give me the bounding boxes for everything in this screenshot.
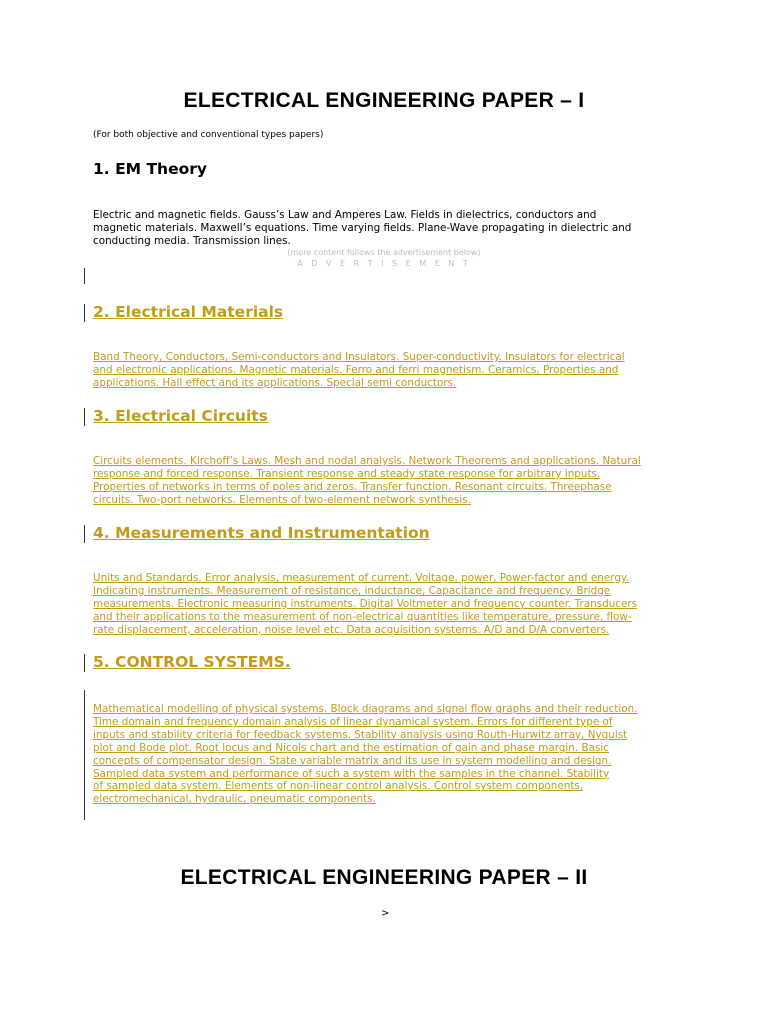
section-line[interactable]: and electronic applications. Magnetic materials. Ferro and ferri magnetism. Ceramics, Properties and <box>93 363 619 376</box>
section-line[interactable]: Time domain and frequency domain analysis of linear dynamical system. Errors for different type of <box>93 715 613 728</box>
section-heading-control-systems[interactable]: 5. CONTROL SYSTEMS. <box>93 653 291 671</box>
ad-caption: (more content follows the advertisement below) <box>287 248 481 257</box>
section-heading-measurements[interactable]: 4. Measurements and Instrumentation <box>93 524 430 542</box>
trailing-mark: > <box>381 908 390 919</box>
section-body-electrical-materials[interactable] <box>93 351 683 390</box>
section-line[interactable]: Sampled data system and performance of such a system with the samples in the channel. Stability <box>93 767 610 780</box>
section-line[interactable]: Circuits elements. Kirchoff’s Laws. Mesh and nodal analysis. Network Theorems and applications. Natural <box>93 455 641 467</box>
section-heading-electrical-circuits[interactable]: 3. Electrical Circuits <box>93 407 268 425</box>
section-line[interactable]: Units and Standards. Error analysis, measurement of current, Voltage, power, Power-factor and energy. <box>93 572 629 584</box>
margin-bar <box>84 690 85 820</box>
paper-subtitle: (For both objective and conventional types papers) <box>93 130 324 140</box>
margin-bar <box>84 525 85 543</box>
section-line: magnetic materials. Maxwell’s equations. Time varying fields. Plane-Wave propagating in dielectric and <box>93 221 632 234</box>
section-line[interactable]: plot and Bode plot. Root locus and Nicols chart and the estimation of gain and phase margin. Basic <box>93 741 609 754</box>
section-line[interactable]: electromechanical, hydraulic, pneumatic components. <box>93 793 376 806</box>
paper-1-title: ELECTRICAL ENGINEERING PAPER – I <box>183 89 585 112</box>
section-line[interactable]: of sampled data system. Elements of non-linear control analysis. Control system components, <box>93 780 584 793</box>
section-line[interactable]: measurements. Electronic measuring instruments. Digital Voltmeter and frequency counter. Transducers <box>93 597 638 610</box>
section-heading-em-theory: 1. EM Theory <box>93 160 207 178</box>
section-heading-electrical-materials[interactable]: 2. Electrical Materials <box>93 303 284 321</box>
section-line[interactable]: and their applications to the measurement of non-electrical quantities like temperature, pressure, flow- <box>93 610 632 623</box>
margin-bar <box>84 268 85 284</box>
section-line[interactable]: Band Theory, Conductors, Semi-conductors and Insulators. Super-conductivity. Insulators for electrical <box>93 351 625 363</box>
section-line[interactable]: Indicating instruments. Measurement of resistance, inductance, Capacitance and frequency. Bridge <box>93 584 611 597</box>
ad-label: A D V E R T I S E M E N T <box>297 259 471 268</box>
section-body-electrical-circuits[interactable] <box>93 455 683 507</box>
section-line: conducting media. Transmission lines. <box>93 234 291 247</box>
margin-bar <box>84 408 85 426</box>
section-line[interactable]: Properties of networks in terms of poles and zeros. Transfer function. Resonant circuits. Threephase <box>93 480 612 493</box>
paper-2-title: ELECTRICAL ENGINEERING PAPER – II <box>180 866 588 889</box>
section-line[interactable]: concepts of compensator design. State variable matrix and its use in system modelling and design. <box>93 754 612 767</box>
section-line: Electric and magnetic fields. Gauss’s Law and Amperes Law. Fields in dielectrics, conductors and <box>93 209 597 221</box>
section-line[interactable]: inputs and stability criteria for feedback systems. Stability analysis using Routh-Hurwitz array, Nyquist <box>93 728 628 741</box>
section-line[interactable]: Mathematical modelling of physical systems. Block diagrams and signal flow graphs and their reduction. <box>93 703 638 715</box>
section-line[interactable]: rate displacement, acceleration, noise level etc. Data acquisition systems. A/D and D/A converters. <box>93 623 610 636</box>
section-body-em-theory <box>93 209 683 248</box>
section-body-control-systems[interactable] <box>93 703 683 806</box>
section-line[interactable]: circuits. Two-port networks. Elements of two-element network synthesis. <box>93 493 471 506</box>
margin-bar <box>84 304 85 322</box>
section-line[interactable]: applications. Hall effect and its applications. Special semi conductors. <box>93 376 457 389</box>
section-line[interactable]: response and forced response. Transient response and steady state response for arbitrary inputs. <box>93 467 601 480</box>
section-body-measurements[interactable] <box>93 572 683 637</box>
margin-bar <box>84 654 85 672</box>
